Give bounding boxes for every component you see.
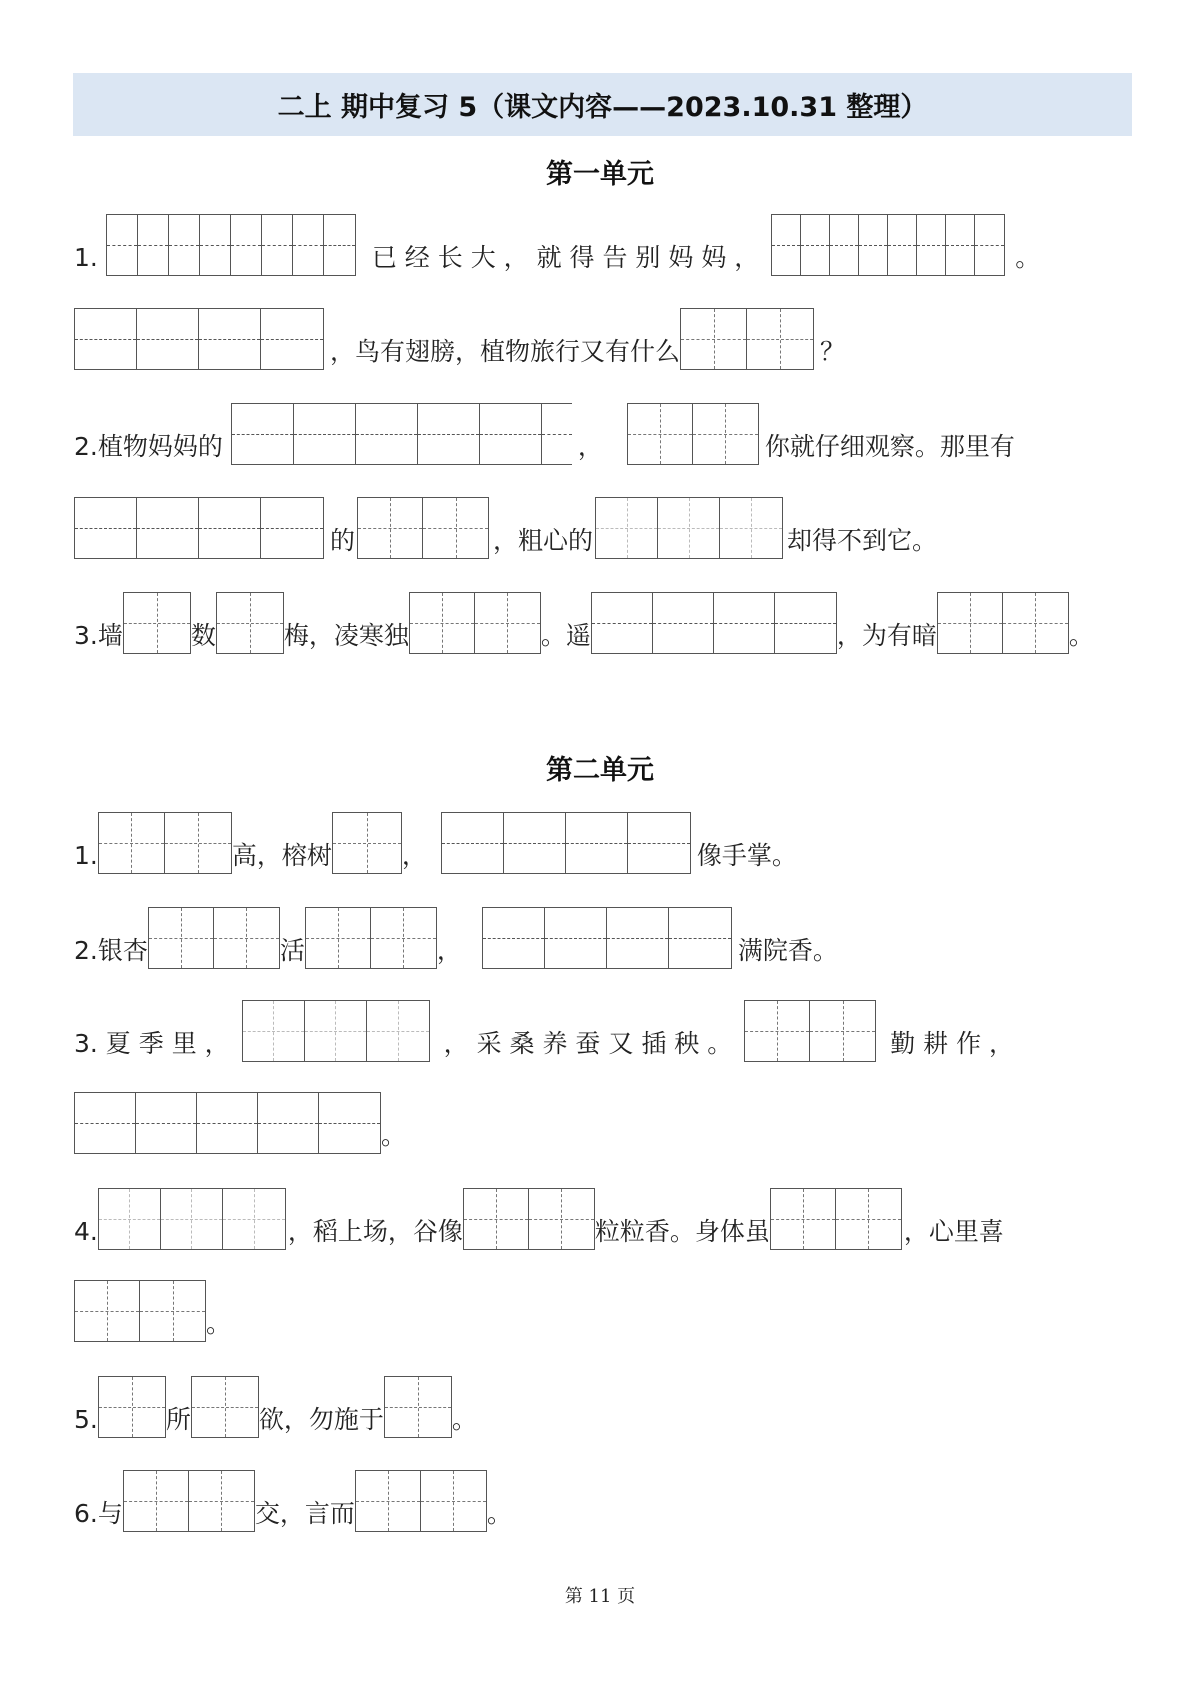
question-text: 已 经 长 大 ， 就 得 告 别 妈 妈 ， [371,243,760,272]
question-text: ，鸟有翅膀，植物旅行又有什么 [330,337,681,366]
answer-grid[interactable] [98,1188,286,1250]
answer-grid[interactable] [627,403,759,465]
question-text: ，粗心的 [493,526,594,555]
page-number: 第 11 页 [564,1586,636,1607]
question-number: 3.墙 [74,621,123,650]
answer-grid[interactable] [680,308,814,370]
u2-q4-line2 [74,1278,1134,1342]
answer-grid[interactable] [305,907,437,969]
question-number: 3. 夏 季 里 ， [74,1029,230,1058]
answer-grid[interactable] [409,592,541,654]
question-text: 却得不到它。 [787,526,938,555]
u2-q5-line1 [74,1374,1134,1438]
answer-grid[interactable] [98,1376,166,1438]
answer-grid[interactable] [242,1000,430,1062]
question-number: 1. [74,243,98,272]
page-title: 二上 期中复习 5（课文内容——2023.10.31 整理） [73,73,1132,136]
question-text: 欲，勿施于 [258,1405,384,1434]
unit-heading-1: 第一单元 [546,159,654,190]
answer-grid[interactable] [332,812,402,874]
question-text: 高，榕树 [231,841,332,870]
answer-grid[interactable] [98,812,232,874]
answer-grid[interactable] [463,1188,595,1250]
question-text: 交，言而 [254,1499,355,1528]
answer-grid[interactable] [744,1000,876,1062]
question-number: 2.银杏 [74,936,148,965]
question-text: ？ [820,337,846,366]
u2-q1-line1 [74,810,1134,874]
question-text: 活 [279,936,305,965]
answer-grid[interactable] [770,1188,902,1250]
u1-q2-line2 [74,495,1134,559]
answer-grid[interactable] [216,592,284,654]
question-text: ， [401,841,427,870]
answer-grid[interactable] [191,1376,259,1438]
question-text: 满院香。 [737,936,838,965]
unit-heading-2: 第二单元 [546,755,654,786]
question-text: 。 [206,1309,232,1338]
answer-grid[interactable] [74,1092,381,1154]
u2-q3-line2 [74,1090,1134,1154]
answer-grid[interactable] [355,1470,487,1532]
question-text: 。遥 [540,621,591,650]
question-number: 5. [74,1405,98,1434]
question-number: 2.植物妈妈的 [74,432,223,461]
question-text: ，为有暗 [836,621,937,650]
answer-grid[interactable] [231,403,572,465]
answer-grid[interactable] [357,497,489,559]
question-text: ， 采 桑 养 蚕 又 插 秧 。 [443,1029,733,1058]
u1-q3-line1 [74,590,1134,654]
question-text: 。 [486,1499,512,1528]
answer-grid[interactable] [74,1280,206,1342]
answer-grid[interactable] [441,812,691,874]
question-text: 的 [330,526,356,555]
question-text: 。 [1068,621,1094,650]
answer-grid[interactable] [771,214,1005,276]
question-text: 粒粒香。身体虽 [594,1217,770,1246]
u1-q1-line1 [74,212,1134,276]
question-text: 。 [1015,243,1041,272]
question-text: ， [577,432,603,461]
question-text: 你就仔细观察。那里有 [764,432,1015,461]
answer-grid[interactable] [148,907,280,969]
question-text: 。 [381,1121,407,1150]
question-text: 梅，凌寒独 [283,621,409,650]
answer-grid[interactable] [591,592,837,654]
question-text: ，心里喜 [903,1217,1004,1246]
u2-q3-line1 [74,998,1134,1062]
u2-q2-line1 [74,905,1134,969]
answer-grid[interactable] [937,592,1069,654]
u1-q2-line1 [74,401,1134,465]
question-text: ， [436,936,462,965]
question-text: 数 [190,621,216,650]
question-number: 6.与 [74,1499,123,1528]
answer-grid[interactable] [74,497,324,559]
u2-q6-line1 [74,1468,1134,1532]
question-text: 勤 耕 作 ， [890,1029,1015,1058]
answer-grid[interactable] [482,907,732,969]
answer-grid[interactable] [384,1376,452,1438]
question-text: 像手掌。 [696,841,797,870]
answer-grid[interactable] [74,308,324,370]
u2-q4-line1 [74,1186,1134,1250]
question-number: 4. [74,1217,98,1246]
question-number: 1. [74,841,98,870]
answer-grid[interactable] [106,214,356,276]
answer-grid[interactable] [123,592,191,654]
u1-q1-line2 [74,306,1134,370]
answer-grid[interactable] [123,1470,255,1532]
answer-grid[interactable] [595,497,783,559]
question-text: 。 [451,1405,477,1434]
question-text: ，稻上场，谷像 [287,1217,463,1246]
question-text: 所 [165,1405,191,1434]
